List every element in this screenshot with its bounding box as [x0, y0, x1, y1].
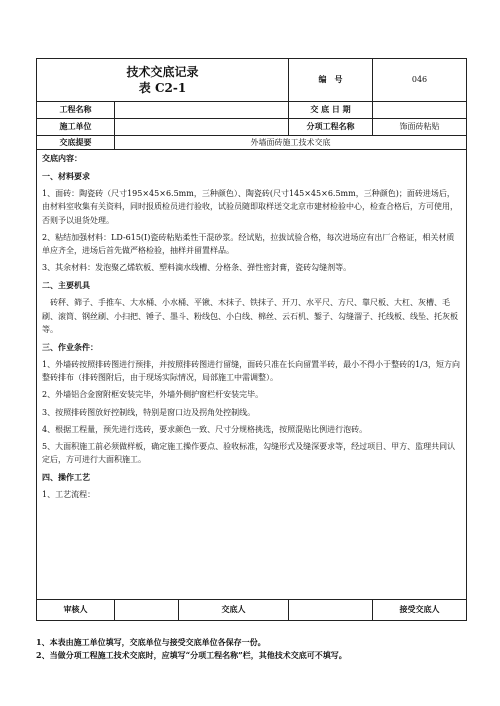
section-title: 二、主要机具 — [42, 280, 90, 291]
discloser-field[interactable] — [289, 600, 373, 621]
discloser-label: 交底人 — [179, 600, 289, 621]
reviewer-field[interactable] — [115, 600, 179, 621]
section-paragraph: 4、根据工程量，预先进行选砖，要求颜色一致、尺寸分规格挑选，按照混贴比例进行泡砖。 — [42, 424, 368, 434]
subproject-field[interactable]: 饰面砖粘贴 — [373, 119, 467, 136]
number-value[interactable]: 046 — [373, 59, 467, 102]
unit-label: 施工单位 — [37, 119, 115, 136]
section-title: 四、操作工艺 — [42, 472, 90, 483]
disclosure-form-table — [36, 58, 467, 621]
form-code: 表 C2-1 — [138, 81, 187, 95]
date-field[interactable] — [373, 102, 467, 119]
project-name-field[interactable] — [115, 102, 289, 119]
receiver-label: 接受交底人 — [373, 600, 467, 621]
section-paragraph: 5、大面积施工前必须做样板，确定施工操作要点、验收标准，勾缝形式及缝深要求等，经过项目、甲方、监理共同认定后，方可进行大面积施工。 — [42, 442, 456, 465]
summary-label: 交底提要 — [37, 136, 115, 150]
disclosure-form-sheet — [36, 58, 466, 621]
subproject-label: 分项工程名称 — [289, 119, 373, 136]
summary-field[interactable]: 外墙面砖施工技术交底 — [115, 136, 467, 150]
project-name-label: 工程名称 — [37, 102, 115, 119]
footnote: 2、当做分项工程施工技术交底时，应填写“分项工程名称”栏，其他技术交底可不填写。 — [36, 650, 347, 660]
content-cell — [37, 150, 467, 600]
section-title: 三、作业条件： — [42, 342, 98, 353]
section-paragraph: 砖秤、筛子、手推车、大水桶、小水桶、平锹、木抹子、铁抹子、开刀、水平尺、方尺、靠尺板、大杠、灰槽、毛刷、滚筒、钢丝刷、小扫把、锤子、墨斗、粉线包、小白线、棉丝、云石机、錾子、勾缝溜子、托线板、线坠、托灰板等。 — [42, 298, 458, 334]
section-paragraph: 1、外墙砖按照排砖图进行预排，并按照排砖图进行留缝，面砖只准在长向留置半砖，最小不得小于整砖的1/3，短方向整砖排布（排砖图附后，由于现场实际情况，局部施工中需调整）。 — [42, 360, 460, 383]
section-paragraph: 1、面砖：陶瓷砖（尺寸195×45×6.5mm，三种颜色）、陶瓷砖(尺寸145×45×6.5mm，三种颜色)；面砖进场后，由材料室收集有关资料，同时报质检员进行验收，试验员随即取样送交北京市建材检验中心，检查合格后，方可使用，否则予以退货处理。 — [42, 189, 458, 225]
form-title: 技术交底记录 — [126, 65, 199, 79]
section-paragraph: 2、粘结加强材料：LD-615(Ⅰ)瓷砖粘贴柔性干混砂浆。经试贴，拉拔试验合格，每次进场应有出厂合格证，相关材质单应齐全，进场后首先做严格检验，抽样并留置样品。 — [42, 232, 455, 256]
section-title: 一、材料要求 — [42, 171, 90, 182]
content-heading: 交底内容： — [42, 153, 82, 163]
reviewer-label: 审核人 — [37, 600, 115, 621]
date-label: 交 底 日 期 — [289, 102, 373, 119]
section-paragraph: 3、按照排砖图放好控制线，特别是窗口边及拐角处控制线。 — [42, 407, 256, 417]
unit-field[interactable] — [115, 119, 289, 136]
section-paragraph: 2、外墙铝合金窗附框安装完毕，外墙外侧护窗栏杆安装完毕。 — [42, 390, 264, 400]
section-paragraph: 1、工艺流程： — [42, 490, 96, 500]
number-label: 编 号 — [289, 59, 373, 102]
footnote: 1、本表由施工单位填写，交底单位与接受交底单位各保存一份。 — [36, 637, 266, 647]
footnotes — [36, 636, 476, 662]
form-title-cell — [37, 59, 289, 102]
section-paragraph: 3、其余材料：发泡聚乙烯软板、塑料滴水线槽、分格条、弹性密封膏，瓷砖勾缝剂等。 — [42, 263, 352, 273]
